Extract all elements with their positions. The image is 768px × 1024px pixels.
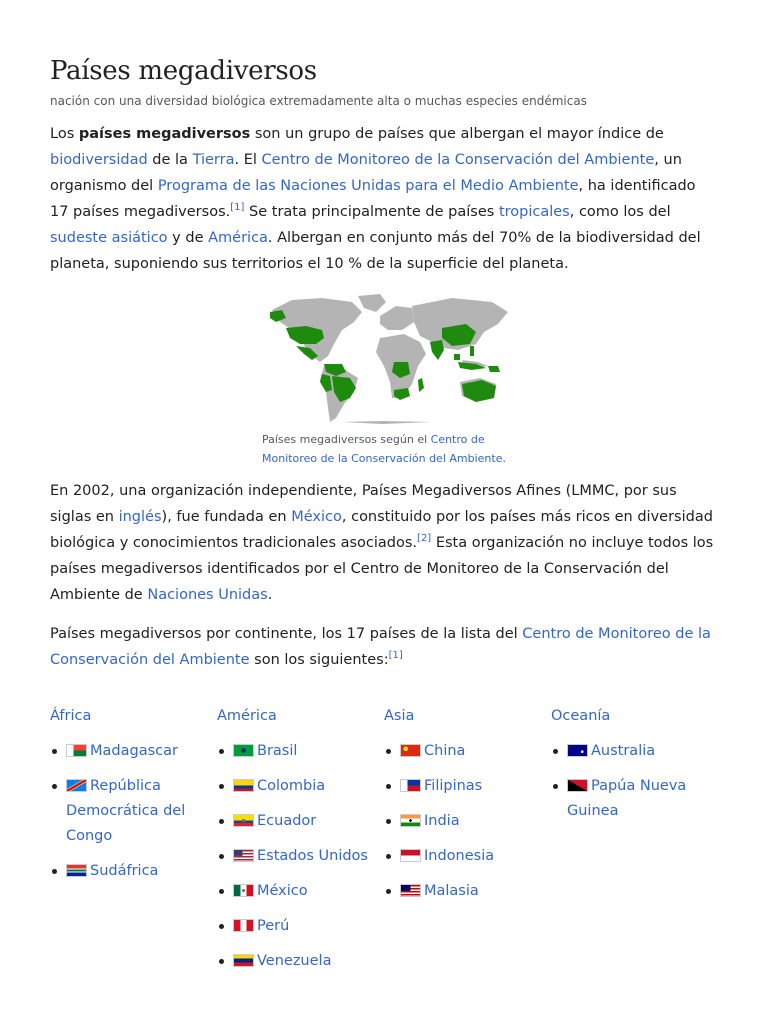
list-item	[384, 844, 544, 869]
link-centro-monitoreo-2[interactable]: Centro de Monitoreo de la Conservación del Ambiente	[50, 626, 711, 668]
intro-text: son un grupo de países que albergan el mayor índice de	[250, 126, 664, 142]
country-link-ecuador[interactable]: Ecuador	[257, 813, 317, 829]
country-link-china[interactable]: China	[424, 743, 466, 759]
country-link-filipinas[interactable]: Filipinas	[424, 778, 483, 794]
intro-text: , ha identificado 17 países megadiversos.	[50, 178, 696, 220]
list-item	[384, 774, 544, 799]
philippines-flag-icon	[400, 779, 421, 792]
continent-heading-oceania[interactable]: Oceanía	[551, 708, 611, 724]
caption-text: .	[502, 452, 506, 465]
page-title: Países megadiversos	[50, 56, 317, 86]
india-flag-icon	[400, 814, 421, 827]
south-africa-flag-icon	[66, 864, 87, 877]
country-link-sudafrica[interactable]: Sudáfrica	[90, 863, 159, 879]
country-link-india[interactable]: India	[424, 813, 460, 829]
colombia-flag-icon	[233, 779, 254, 792]
continent-column-africa	[50, 705, 210, 894]
link-programa-naciones-unidas[interactable]: Programa de las Naciones Unidas para el Medio Ambiente	[157, 178, 579, 194]
country-link-estados-unidos[interactable]: Estados Unidos	[257, 848, 368, 864]
paragraph-text: .	[267, 587, 273, 603]
usa-flag-icon	[233, 849, 254, 862]
mexico-flag-icon	[233, 884, 254, 897]
intro-text: y de	[167, 230, 209, 246]
country-link-colombia[interactable]: Colombia	[257, 778, 326, 794]
country-link-malasia[interactable]: Malasia	[424, 883, 479, 899]
venezuela-flag-icon	[233, 954, 254, 967]
malaysia-flag-icon	[400, 884, 421, 897]
country-link-peru[interactable]: Perú	[257, 918, 290, 934]
country-link-drc[interactable]: República Democrática del Congo	[66, 778, 186, 844]
page-subtitle: nación con una diversidad biológica extremadamente alta o muchas especies endémicas	[50, 94, 587, 108]
list-item	[384, 739, 544, 764]
list-item	[50, 739, 210, 764]
intro-paragraph	[50, 121, 718, 277]
intro-text: , como los del	[569, 204, 671, 220]
list-item	[217, 774, 377, 799]
drc-flag-icon	[66, 779, 87, 792]
reference-1[interactable]: [1]	[388, 650, 403, 661]
paragraph-text: , constituido por los países más ricos en diversidad biológica y conocimientos tradicionales asociados.	[50, 509, 713, 551]
intro-text: , un organismo del	[50, 152, 682, 194]
country-list	[384, 739, 544, 904]
country-list	[50, 739, 210, 884]
link-mexico[interactable]: México	[291, 509, 342, 525]
png-flag-icon	[567, 779, 588, 792]
continent-heading-america[interactable]: América	[217, 708, 277, 724]
intro-text: Los	[50, 126, 79, 142]
paragraph-text: En 2002, una organización independiente, Países Megadiversos Afines (LMMC, por sus siglas en	[50, 483, 677, 525]
list-item	[217, 879, 377, 904]
paragraph-text: son los siguientes:	[249, 652, 389, 668]
list-item	[217, 844, 377, 869]
australia-flag-icon	[567, 744, 588, 757]
world-map-image[interactable]	[262, 292, 512, 424]
continent-heading-africa[interactable]: África	[50, 708, 92, 724]
reference-2[interactable]: [2]	[417, 533, 432, 544]
link-america[interactable]: América	[208, 230, 268, 246]
brazil-flag-icon	[233, 744, 254, 757]
link-biodiversidad[interactable]: biodiversidad	[50, 152, 148, 168]
continent-column-oceania	[551, 705, 711, 834]
link-ingles[interactable]: inglés	[118, 509, 162, 525]
country-link-brasil[interactable]: Brasil	[257, 743, 298, 759]
country-list	[217, 739, 377, 974]
country-link-madagascar[interactable]: Madagascar	[90, 743, 178, 759]
paragraph-text: Países megadiversos por continente, los 17 países de la lista del	[50, 626, 523, 642]
list-item	[217, 739, 377, 764]
list-item	[217, 949, 377, 974]
list-item	[551, 774, 697, 824]
caption-link-centro-monitoreo[interactable]: Centro de Monitoreo de la Conservación del Ambiente	[262, 433, 503, 465]
link-tierra[interactable]: Tierra	[192, 152, 235, 168]
country-list	[551, 739, 711, 824]
country-link-papua-nueva-guinea[interactable]: Papúa Nueva Guinea	[567, 778, 687, 819]
intro-text: . Albergan en conjunto más del 70% de la biodiversidad del planeta, suponiendo sus territorios el 10 % de la superficie del planeta.	[50, 230, 701, 272]
country-link-venezuela[interactable]: Venezuela	[257, 953, 332, 969]
link-sudeste-asiatico[interactable]: sudeste asiático	[50, 230, 168, 246]
madagascar-flag-icon	[66, 744, 87, 757]
country-link-indonesia[interactable]: Indonesia	[424, 848, 495, 864]
china-flag-icon	[400, 744, 421, 757]
intro-text: de la	[147, 152, 193, 168]
continent-heading-asia[interactable]: Asia	[384, 708, 415, 724]
peru-flag-icon	[233, 919, 254, 932]
reference-1[interactable]: [1]	[230, 202, 245, 213]
list-item	[551, 739, 711, 764]
list-item	[384, 879, 544, 904]
paragraph-text: Esta organización no incluye todos los países megadiversos identificados por el Centro de Monitoreo de la Conservación del Ambiente de	[50, 535, 714, 603]
figure-caption	[262, 430, 512, 468]
list-item	[217, 914, 377, 939]
list-item	[50, 774, 196, 849]
link-naciones-unidas[interactable]: Naciones Unidas	[147, 587, 268, 603]
indonesia-flag-icon	[400, 849, 421, 862]
link-centro-monitoreo[interactable]: Centro de Monitoreo de la Conservación del Ambiente	[261, 152, 655, 168]
intro-text: . El	[234, 152, 262, 168]
continent-column-asia	[384, 705, 544, 914]
intro-text: Se trata principalmente de países	[244, 204, 499, 220]
intro-bold-term: países megadiversos	[78, 126, 251, 142]
ecuador-flag-icon	[233, 814, 254, 827]
paragraph-continents	[50, 621, 718, 673]
continent-column-america	[217, 705, 377, 984]
country-link-mexico[interactable]: México	[257, 883, 308, 899]
paragraph-lmmc	[50, 478, 718, 608]
list-item	[50, 859, 210, 884]
caption-text: Países megadiversos según el	[262, 433, 431, 446]
paragraph-text: ), fue fundada en	[161, 509, 292, 525]
list-item	[384, 809, 544, 834]
list-item	[217, 809, 377, 834]
link-tropicales[interactable]: tropicales	[498, 204, 570, 220]
country-link-australia[interactable]: Australia	[591, 743, 656, 759]
